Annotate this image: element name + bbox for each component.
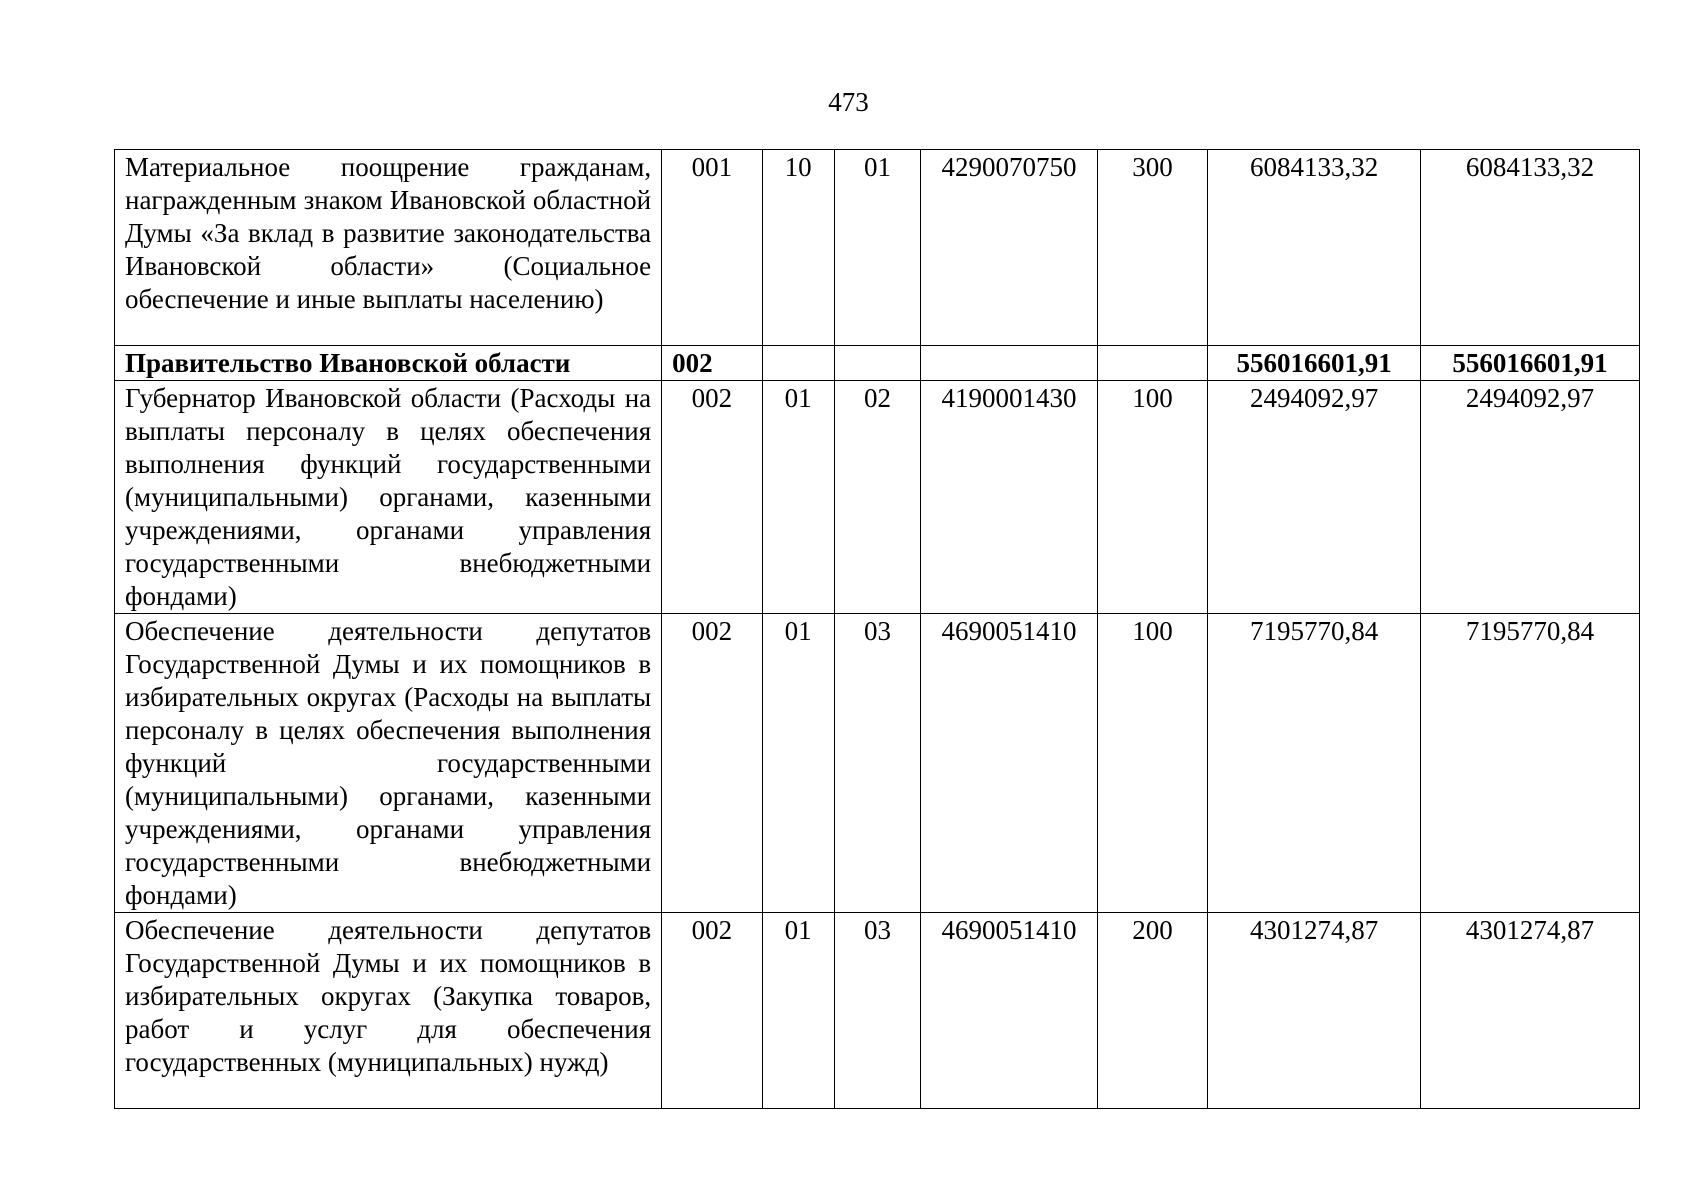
subsection-code-cell: 03 (834, 913, 920, 1109)
target-code-cell: 4690051410 (921, 913, 1098, 1109)
section-code-cell: 01 (762, 381, 834, 614)
target-code-cell: 4190001430 (921, 381, 1098, 614)
subsection-code-cell (834, 346, 920, 381)
section-code-cell: 10 (762, 150, 834, 346)
budget-table (114, 149, 1640, 1109)
expense-type-cell (1097, 346, 1207, 381)
expense-type-cell: 300 (1097, 150, 1207, 346)
expense-type-cell: 100 (1097, 381, 1207, 614)
subsection-code-cell: 02 (834, 381, 920, 614)
page-number: 473 (828, 87, 869, 117)
amount-2-cell: 7195770,84 (1421, 614, 1640, 913)
table-row (115, 913, 1640, 1109)
section-code-cell: 01 (762, 614, 834, 913)
table-row (115, 381, 1640, 614)
description-cell: Обеспечение деятельности депутатов Государственной Думы и их помощников в избирательных округах (Расходы на выплаты персоналу в целях обеспечения выполнения функций государственными (муниципальными) органами, казенными учреждениями, органами управления государственными внебюджетными фондами) (115, 614, 662, 913)
amount-2-cell: 2494092,97 (1421, 381, 1640, 614)
admin-code-cell: 002 (662, 913, 762, 1109)
expense-type-cell: 100 (1097, 614, 1207, 913)
description-cell: Правительство Ивановской области (115, 346, 662, 381)
section-code-cell (762, 346, 834, 381)
amount-1-cell: 556016601,91 (1208, 346, 1421, 381)
admin-code-cell: 002 (662, 346, 762, 381)
section-code-cell: 01 (762, 913, 834, 1109)
table-row (115, 614, 1640, 913)
description-cell: Обеспечение деятельности депутатов Государственной Думы и их помощников в избирательных округах (Закупка товаров, работ и услуг для обеспечения государственных (муниципальных) нужд) (115, 913, 662, 1109)
amount-1-cell: 6084133,32 (1208, 150, 1421, 346)
table-row (115, 150, 1640, 346)
admin-code-cell: 002 (662, 614, 762, 913)
subsection-code-cell: 03 (834, 614, 920, 913)
admin-code-cell: 001 (662, 150, 762, 346)
description-cell: Материальное поощрение гражданам, награжденным знаком Ивановской областной Думы «За вклад в развитие законодательства Ивановской области» (Социальное обеспечение и иные выплаты населению) (115, 150, 662, 346)
target-code-cell: 4690051410 (921, 614, 1098, 913)
amount-2-cell: 6084133,32 (1421, 150, 1640, 346)
admin-code-cell: 002 (662, 381, 762, 614)
subsection-code-cell: 01 (834, 150, 920, 346)
table-row (115, 346, 1640, 381)
target-code-cell (921, 346, 1098, 381)
amount-2-cell: 556016601,91 (1421, 346, 1640, 381)
expense-type-cell: 200 (1097, 913, 1207, 1109)
target-code-cell: 4290070750 (921, 150, 1098, 346)
amount-2-cell: 4301274,87 (1421, 913, 1640, 1109)
amount-1-cell: 4301274,87 (1208, 913, 1421, 1109)
amount-1-cell: 2494092,97 (1208, 381, 1421, 614)
amount-1-cell: 7195770,84 (1208, 614, 1421, 913)
description-cell: Губернатор Ивановской области (Расходы на выплаты персоналу в целях обеспечения выполнения функций государственными (муниципальными) органами, казенными учреждениями, органами управления государственными внебюджетными фондами) (115, 381, 662, 614)
